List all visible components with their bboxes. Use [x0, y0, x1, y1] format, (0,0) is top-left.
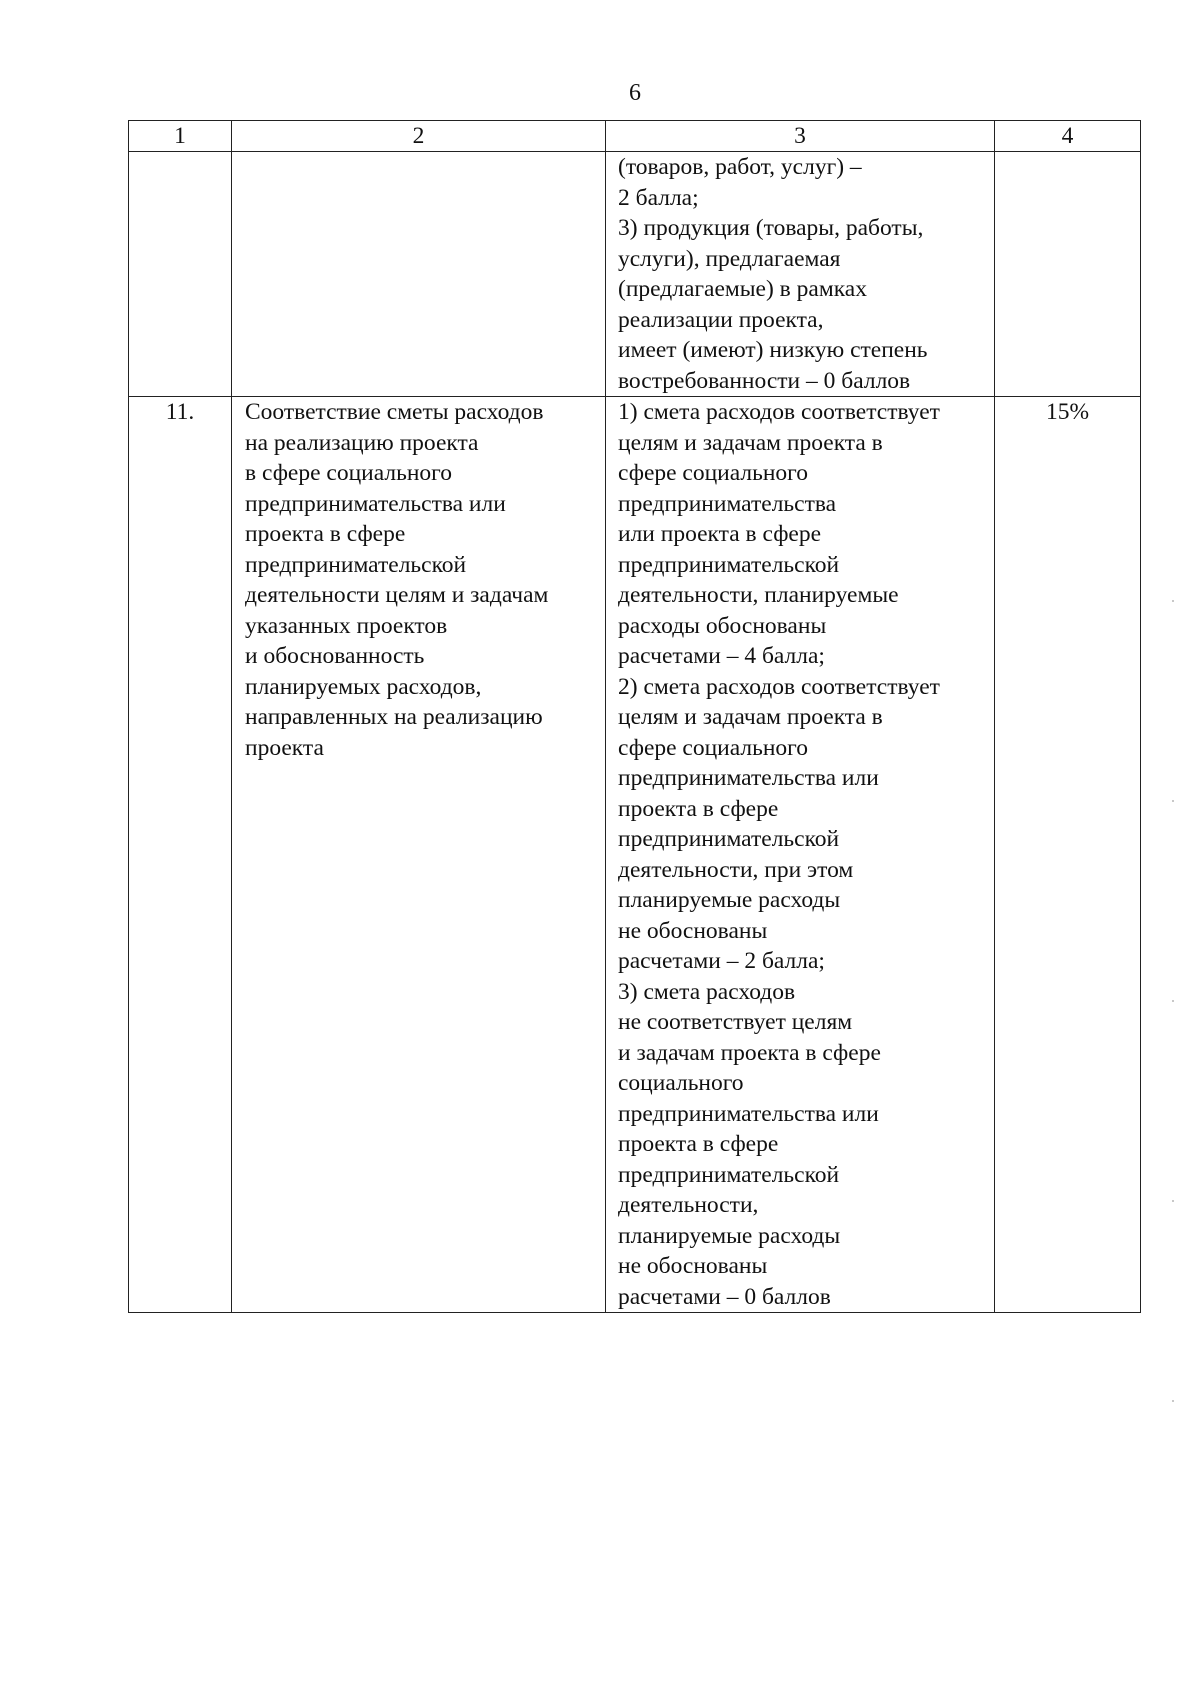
text-line: 2 балла;: [618, 184, 699, 211]
row-number-cell: 11.: [129, 397, 232, 1313]
weight-cell: [995, 152, 1141, 397]
text-line: расчетами – 2 балла;: [618, 948, 825, 974]
text-line: реализации проекта,: [618, 306, 824, 333]
text-line: (товаров, работ, услуг) –: [618, 154, 862, 180]
text-line: проекта в сфере: [618, 1131, 779, 1157]
text-line: услуги), предлагаемая: [618, 245, 841, 272]
text-line: указанных проектов: [245, 612, 448, 639]
scan-speck: [1172, 1200, 1174, 1202]
scoring-cell: [606, 152, 995, 397]
text-line: планируемые расходы: [618, 1222, 841, 1249]
text-line: имеет (имеют) низкую степень: [618, 337, 928, 363]
scoring-cell: [606, 397, 995, 1313]
text-line: в сфере социального: [245, 460, 452, 486]
text-line: предпринимательской: [245, 551, 467, 578]
column-number-4: 4: [995, 121, 1141, 152]
text-line: планируемые расходы: [618, 887, 841, 913]
text-line: проекта в сфере: [618, 795, 779, 822]
text-line: проекта в сфере: [245, 521, 406, 547]
column-number-3: 3: [606, 121, 995, 152]
column-number-2: 2: [232, 121, 606, 152]
text-line: предпринимательства или: [618, 765, 879, 791]
text-line: расходы обоснованы: [618, 612, 827, 639]
text-line: деятельности, планируемые: [618, 582, 899, 608]
text-line: 1) смета расходов соответствует: [618, 399, 940, 425]
text-line: и обоснованность: [245, 643, 425, 669]
text-line: не обоснованы: [618, 1253, 768, 1279]
text-line: на реализацию проекта: [245, 429, 479, 456]
weight-cell: 15%: [995, 397, 1141, 1313]
text-line: предпринимательства: [618, 490, 837, 517]
table-row: [129, 152, 1141, 397]
text-line: сфере социального: [618, 460, 808, 486]
text-line: Соответствие сметы расходов: [245, 399, 544, 425]
column-number-1: 1: [129, 121, 232, 152]
table-row: [129, 397, 1141, 1313]
page-number: 6: [629, 80, 641, 106]
text-line: 3) продукция (товары, работы,: [618, 215, 924, 241]
criteria-table: [128, 120, 1141, 1313]
text-line: предпринимательства или: [618, 1100, 879, 1127]
text-line: социального: [618, 1070, 744, 1096]
text-line: предпринимательства или: [245, 490, 506, 517]
text-line: предпринимательской: [618, 551, 840, 578]
criterion-cell: [232, 152, 606, 397]
text-line: предпринимательской: [618, 826, 840, 852]
text-line: 3) смета расходов: [618, 978, 796, 1005]
table-header-row: [129, 121, 1141, 152]
text-line: планируемых расходов,: [245, 673, 482, 700]
text-line: и задачам проекта в сфере: [618, 1039, 881, 1066]
text-line: не обоснованы: [618, 917, 768, 944]
text-line: расчетами – 0 баллов: [618, 1283, 831, 1310]
text-line: востребованности – 0 баллов: [618, 367, 911, 394]
scan-speck: [1172, 600, 1174, 602]
text-line: проекта: [245, 734, 324, 761]
text-line: или проекта в сфере: [618, 521, 822, 547]
text-line: целям и задачам проекта в: [618, 704, 883, 730]
text-line: целям и задачам проекта в: [618, 429, 883, 456]
text-line: (предлагаемые) в рамках: [618, 276, 867, 302]
text-line: деятельности,: [618, 1192, 759, 1218]
scan-speck: [1172, 1400, 1174, 1402]
text-line: деятельности целям и задачам: [245, 582, 549, 608]
criterion-cell: [232, 397, 606, 1313]
row-number-cell: [129, 152, 232, 397]
text-line: не соответствует целям: [618, 1009, 853, 1035]
scan-speck: [1172, 1000, 1174, 1002]
text-line: расчетами – 4 балла;: [618, 643, 825, 669]
text-line: 2) смета расходов соответствует: [618, 673, 940, 700]
text-line: предпринимательской: [618, 1161, 840, 1188]
scan-speck: [1172, 800, 1174, 802]
text-line: направленных на реализацию: [245, 704, 543, 730]
text-line: сфере социального: [618, 734, 808, 761]
text-line: деятельности, при этом: [618, 856, 854, 883]
